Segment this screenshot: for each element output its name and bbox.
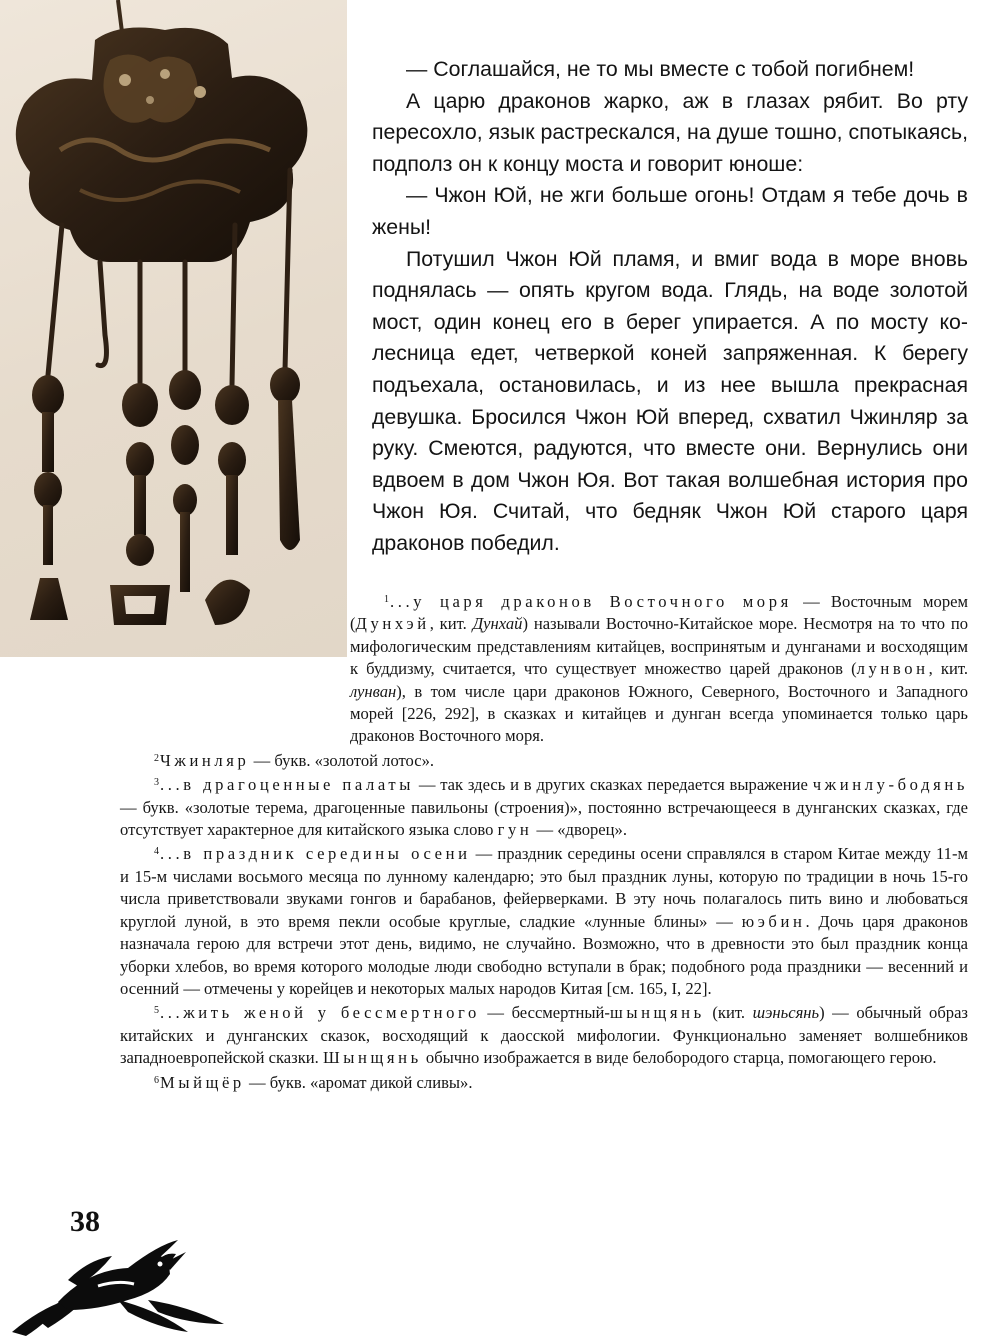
footnote-term: Шынщянь — [322, 1048, 422, 1068]
footnote-term: лунвон — [856, 659, 929, 679]
footnote-4 — [120, 841, 968, 1000]
footnote-term: Дунхай — [472, 614, 523, 634]
footnote-term: Дунхэй — [355, 614, 430, 634]
footnote-term: гун — [497, 820, 533, 840]
main-paragraph: А царю драконов жарко, аж в глазах рябит. Во рту пересохло, язык растрескался, на душе тошно, спотыкаясь, подполз он к концу моста и говорит юноше: — [372, 88, 968, 176]
page-number: 38 — [70, 1205, 100, 1238]
footnote-text: — букв. «аромат дикой сливы». — [244, 1072, 473, 1092]
footnote-number: 2 — [154, 752, 159, 764]
footnote-text: — «дворец». — [532, 820, 627, 840]
bird-ornament-icon — [8, 1240, 226, 1338]
footnote-text: ) называли Восточно-Китайское море. Несмотря на то что по мифологическим представлениям китайцев, воспринятым и дунганами и восходящим к буддизму, считается, что существует множество царей драконов ( — [350, 614, 968, 679]
footnote-text: ), в том числе цари драконов Южного, Северного, Восточного и Западного морей [226, 292], в сказках и китайцев и дунган всегда упоминается только царь драконов Восточного моря. — [350, 681, 968, 746]
footnote-3 — [120, 772, 968, 841]
main-paragraph: — Чжон Юй, не жги больше огонь! Отдам я тебе дочь в жены! — [372, 183, 968, 239]
footnote-text: ) — обычный образ китайских и дунганских сказок, восходящий к даосской мифологии. Функционально заменяет волшебников западноевропейской сказки. — [120, 1003, 968, 1068]
footnote-term: ...в драгоценные палаты — [160, 775, 415, 795]
footnotes — [120, 589, 968, 1094]
footnote-1 — [350, 589, 968, 748]
footnote-text: , кит. — [928, 659, 968, 679]
footnote-term: ...в праздник середины осени — [160, 844, 471, 864]
footnote-number: 4 — [154, 846, 159, 858]
footnote-number: 6 — [154, 1074, 159, 1086]
footnote-term: ...у царя драконов Восточного моря — [390, 592, 792, 611]
footnote-text: — Восточным морем ( — [350, 592, 968, 634]
footnote-5 — [120, 1000, 968, 1069]
footnote-6 — [120, 1070, 968, 1094]
footnote-text: — бессмертный- — [479, 1003, 610, 1023]
main-paragraph: — Соглашайся, не то мы вместе с тобой погибнем! — [406, 57, 915, 81]
footnote-text: обычно изображается в виде белобородого старца, помогающего герою. — [421, 1048, 937, 1068]
footnote-term: ...жить женой у бессмертного — [160, 1003, 480, 1023]
footnote-term: Мыйщёр — [160, 1072, 245, 1092]
footnote-text: (кит. — [704, 1003, 753, 1023]
main-text — [372, 54, 968, 560]
footnote-term: Чжинляр — [160, 750, 250, 770]
footnote-text: , кит. — [429, 614, 473, 634]
footnote-term: чжинлу-бодянь — [812, 775, 968, 795]
footnote-number: 1 — [384, 594, 389, 605]
ornament-photo — [0, 0, 347, 657]
footnote-term: шынщянь — [609, 1003, 705, 1023]
main-paragraph: Потушил Чжон Юй пламя, и вмиг вода в море вновь поднялась — опять кругом вода. Глядь, на воде золотой мост, один конец его в берег упирается. А по мосту колесница едет, четверкой коней запряженная. К берегу подъехала, остановилась, и из нее вышла прекрасная девушка. Бросился Чжон Юй вперед, схватил Чжинляр за руку. Смеются, радуются, что вместе они. Вернулись они вдвоем в дом Чжон Юя. Вот такая волшебная история про Чжон Юя. Считай, что бедняк Чжон Юй старого царя драконов победил. — [372, 246, 968, 555]
footnote-term: шэньсянь — [752, 1003, 820, 1023]
footnote-text: — так здесь и в других сказках передается выражение — [414, 775, 813, 795]
footnote-2 — [120, 748, 968, 772]
chatelaine-ornament-illustration — [0, 0, 347, 657]
footnote-term: юэбин — [741, 911, 806, 931]
footnote-number: 3 — [154, 777, 159, 789]
footnote-text: — праздник середины осени справлялся в старом Китае между 11-м и 15-м числами восьмого месяца по лунному календарю; это был праздник луны, которую по традиции в ночь 15-го числа приветствовали звуками гонгов и барабанов, фейерверками. В эту ночь полагалось пить вино и любоваться круглой луной, в это время пекли особые круглые, сладкие «лунные блины» — — [120, 844, 968, 931]
footnote-text: . Дочь царя драконов назначала герою для встречи этот день, видимо, не случайно. Возможно, что в древности это был праздник конца уборки хлебов, во время которого молодые люди свободно вступали в брак; подобного рода праздники — весенний и осенний — отмечены у корейцев и некоторых малых народов Китая [см. 165, I, 22]. — [120, 911, 968, 998]
footnote-text: — букв. «золотой лотос». — [249, 750, 435, 770]
footnote-term: лунван — [350, 681, 397, 701]
footnote-number: 5 — [154, 1005, 159, 1017]
footnote-text: — букв. «золотые терема, драгоценные павильоны (строения)», постоянно встречающееся в дунганских сказках, где отсутствует характерное для китайского языка слово — [120, 797, 968, 840]
